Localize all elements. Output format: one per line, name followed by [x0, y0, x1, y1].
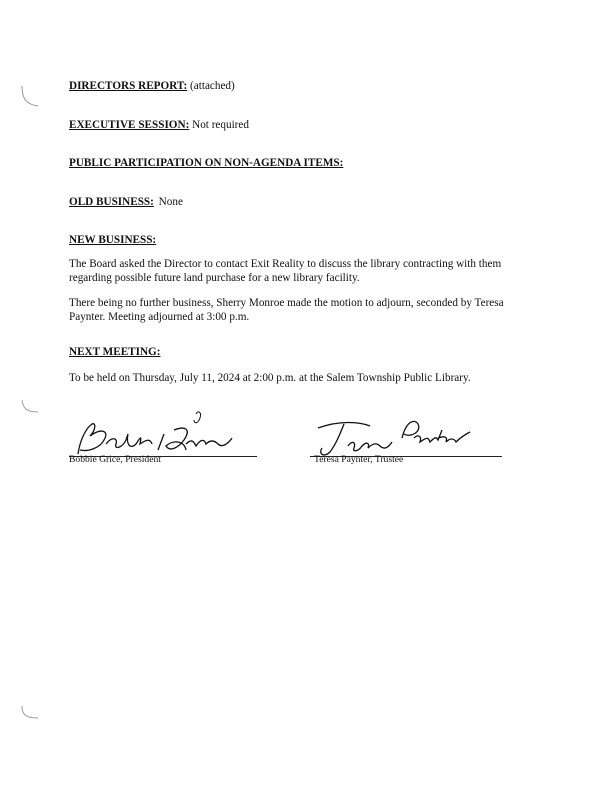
new-business-p1-line1: The Board asked the Director to contact Exit Reality to discuss the library contracting with them [69, 258, 502, 270]
old-business-line [69, 196, 183, 209]
new-business-heading: NEW BUSINESS: [69, 234, 157, 246]
executive-session-heading: EXECUTIVE SESSION: [69, 119, 190, 131]
new-business-p2-line1: There being no further business, Sherry Monroe made the motion to adjourn, seconded by Teresa [69, 297, 504, 309]
new-business-line [69, 234, 156, 247]
executive-session-text: Not required [192, 119, 249, 131]
old-business-heading: OLD BUSINESS: [69, 196, 154, 208]
scan-mark-middle [18, 398, 42, 418]
public-participation-heading: PUBLIC PARTICIPATION ON NON-AGENDA ITEMS: [69, 157, 344, 169]
directors-report-line [69, 80, 235, 93]
scan-mark-bottom [18, 704, 42, 724]
signature-caption-left: Bobbie Grice, President [69, 454, 161, 465]
new-business-paragraph-1 [69, 258, 539, 285]
new-business-p2-line2: Paynter. Meeting adjourned at 3:00 p.m. [69, 310, 250, 323]
signature-caption-right: Teresa Paynter, Trustee [314, 454, 404, 465]
signature-teresa-paynter [310, 412, 480, 460]
next-meeting-line [69, 346, 160, 359]
directors-report-text: (attached) [190, 80, 235, 92]
scan-mark-top [18, 84, 42, 110]
executive-session-line [69, 119, 249, 132]
next-meeting-heading: NEXT MEETING: [69, 346, 161, 358]
directors-report-heading: DIRECTORS REPORT: [69, 80, 188, 92]
new-business-paragraph-2 [69, 297, 539, 324]
new-business-p1-line2: regarding possible future land purchase for a new library facility. [69, 271, 360, 284]
next-meeting-text: To be held on Thursday, July 11, 2024 at 2:00 p.m. at the Salem Township Public Library. [69, 372, 471, 384]
public-participation-line [69, 157, 343, 170]
old-business-text: None [158, 196, 183, 208]
